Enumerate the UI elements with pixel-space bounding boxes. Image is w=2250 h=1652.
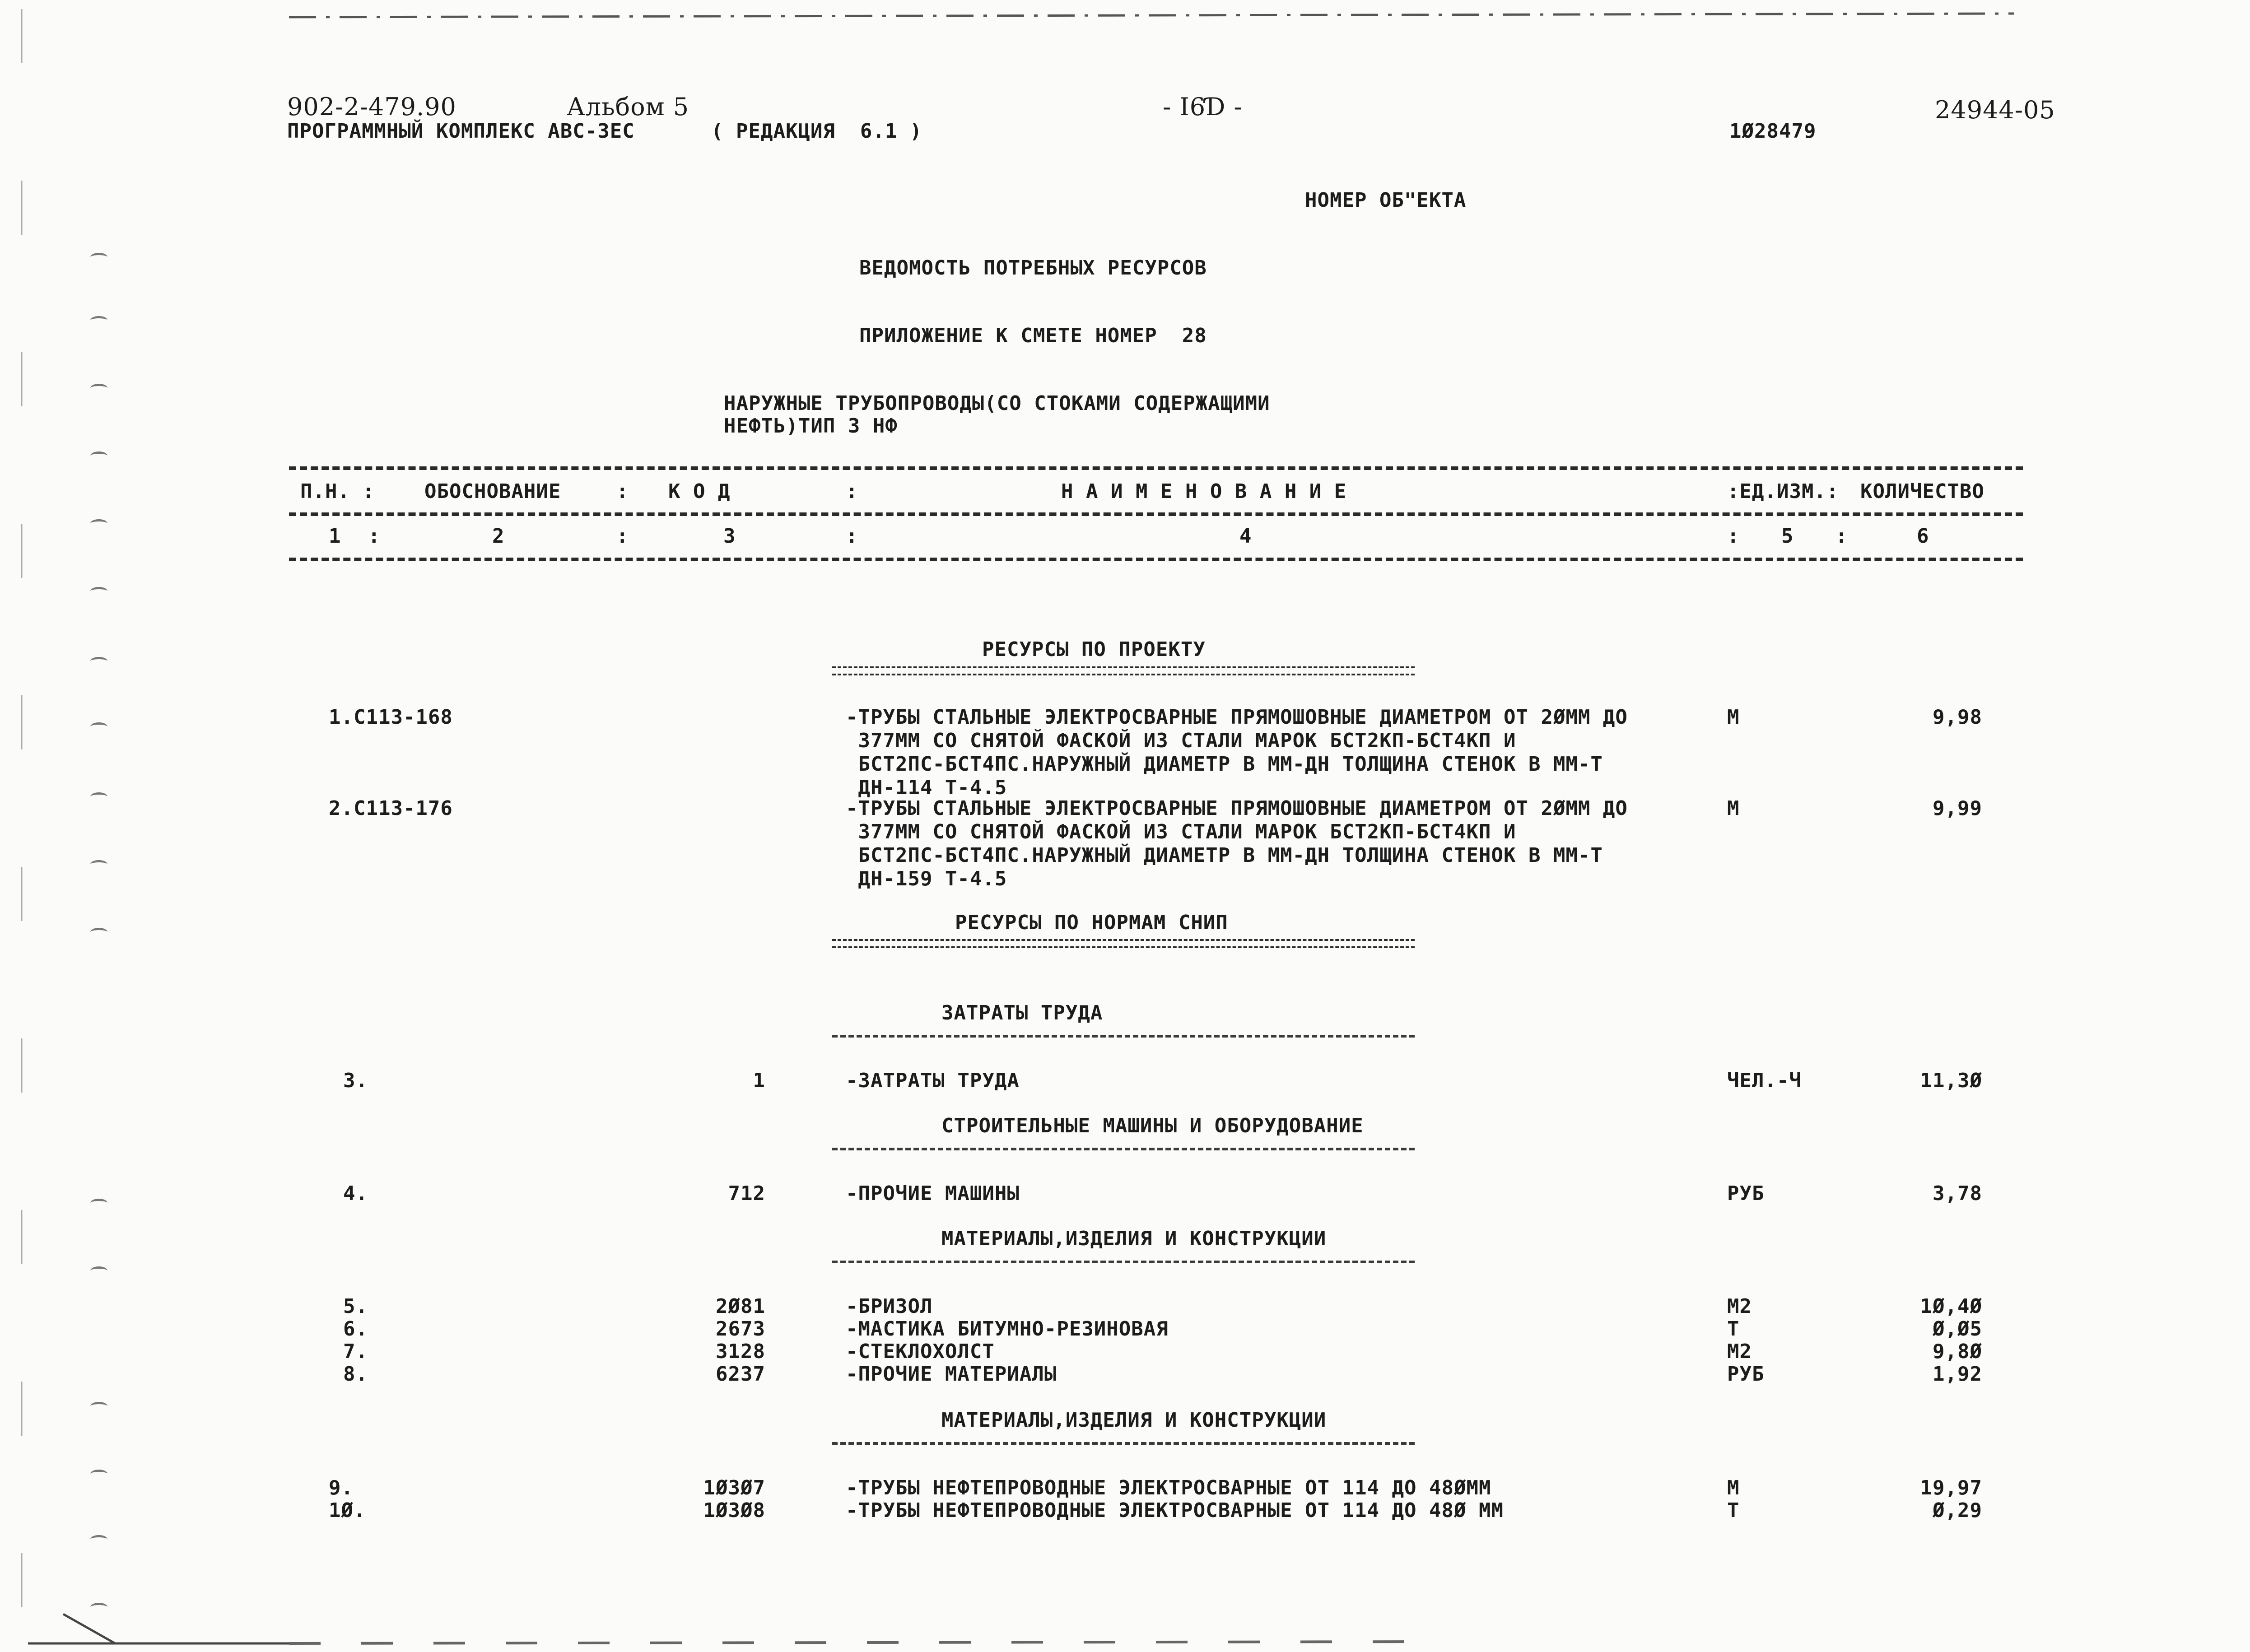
section-title-machines: СТРОИТЕЛЬНЫЕ МАШИНЫ И ОБОРУДОВАНИЕ bbox=[941, 1114, 1364, 1137]
row-description: -БРИЗОЛ bbox=[846, 1295, 933, 1318]
album-label: Альбом 5 bbox=[567, 93, 689, 121]
row-description: -МАСТИКА БИТУМНО-РЕЗИНОВАЯ bbox=[846, 1317, 1169, 1340]
margin-mark bbox=[90, 860, 107, 869]
subject-line-1: НАРУЖНЫЕ ТРУБОПРОВОДЫ(СО СТОКАМИ СОДЕРЖАЩИМИ bbox=[724, 392, 1270, 415]
section-underline bbox=[832, 1442, 1415, 1445]
row-unit: М2 bbox=[1727, 1295, 1752, 1318]
row-unit: РУБ bbox=[1727, 1363, 1765, 1386]
column-number: 3 bbox=[723, 525, 736, 548]
margin-mark bbox=[90, 792, 107, 801]
row-description-line: -ТРУБЫ СТАЛЬНЫЕ ЭЛЕКТРОСВАРНЫЕ ПРЯМОШОВНЫЕ ДИАМЕТРОМ ОТ 2ØММ ДО bbox=[846, 797, 1628, 820]
row-quantity: 1,92 bbox=[1933, 1363, 1982, 1386]
margin-mark bbox=[90, 1470, 107, 1478]
column-number: 4 bbox=[1239, 525, 1252, 548]
header-sep: : bbox=[846, 480, 858, 503]
row-code: 3128 bbox=[716, 1340, 765, 1363]
double-underline bbox=[832, 939, 1415, 948]
column-sep: : bbox=[1727, 525, 1740, 548]
row-code: 2673 bbox=[716, 1317, 765, 1340]
row-unit: Т bbox=[1727, 1317, 1740, 1340]
row-pn: 6. bbox=[343, 1317, 368, 1340]
margin-mark bbox=[90, 316, 107, 325]
header-quantity: КОЛИЧЕСТВО bbox=[1860, 480, 1984, 503]
header-sep: : bbox=[616, 480, 629, 503]
row-description-line: БСТ2ПС-БСТ4ПС.НАРУЖНЫЙ ДИАМЕТР В ММ-ДН ТОЛЩИНА СТЕНОК В ММ-Т bbox=[846, 753, 1603, 776]
doc-number: 902-2-479.90 bbox=[287, 93, 457, 121]
row-code: 2Ø81 bbox=[716, 1295, 765, 1318]
row-code: 1Ø3Ø8 bbox=[703, 1499, 765, 1522]
row-description-line: БСТ2ПС-БСТ4ПС.НАРУЖНЫЙ ДИАМЕТР В ММ-ДН ТОЛЩИНА СТЕНОК В ММ-Т bbox=[846, 844, 1603, 867]
row-pn: 3. bbox=[343, 1069, 368, 1092]
margin-mark bbox=[90, 587, 107, 596]
section-underline bbox=[832, 1261, 1415, 1263]
section-title-labor: ЗАТРАТЫ ТРУДА bbox=[941, 1001, 1103, 1024]
section-underline bbox=[832, 1148, 1415, 1150]
margin-mark bbox=[90, 253, 107, 261]
row-description: -ЗАТРАТЫ ТРУДА bbox=[846, 1069, 1020, 1092]
row-description: -ПРОЧИЕ МАТЕРИАЛЫ bbox=[846, 1363, 1057, 1386]
margin-mark bbox=[90, 1266, 107, 1275]
column-sep: : bbox=[1835, 525, 1848, 548]
row-pn: 8. bbox=[343, 1363, 368, 1386]
row-unit: М bbox=[1727, 797, 1740, 820]
header-pn: П.Н. : bbox=[300, 480, 375, 503]
column-sep: : bbox=[616, 525, 629, 548]
margin-mark bbox=[90, 657, 107, 665]
row-description bbox=[846, 706, 1628, 800]
row-pn: 5. bbox=[343, 1295, 368, 1318]
row-pn: 2.С113-176 bbox=[329, 797, 453, 820]
row-pn: 4. bbox=[343, 1182, 368, 1205]
row-description-line: -ТРУБЫ СТАЛЬНЫЕ ЭЛЕКТРОСВАРНЫЕ ПРЯМОШОВНЫЕ ДИАМЕТРОМ ОТ 2ØММ ДО bbox=[846, 706, 1628, 729]
table-rule-middle bbox=[289, 512, 2023, 516]
row-description-line: ДН-114 Т-4.5 bbox=[846, 776, 1007, 799]
column-number: 2 bbox=[492, 525, 505, 548]
margin-mark bbox=[90, 519, 107, 528]
program-name: ПРОГРАММНЫЙ КОМПЛЕКС АВС-3ЕС bbox=[287, 120, 635, 143]
row-quantity: 9,8Ø bbox=[1933, 1340, 1982, 1363]
margin-mark bbox=[90, 451, 107, 460]
subject-line-2: НЕФТЬ)ТИП 3 НФ bbox=[724, 414, 898, 437]
page-number: - I6Ɗ - bbox=[1163, 93, 1243, 121]
row-quantity: 11,3Ø bbox=[1920, 1069, 1982, 1092]
header-name: Н А И М Е Н О В А Н И Е bbox=[1061, 480, 1347, 503]
row-pn: 1Ø. bbox=[329, 1499, 366, 1522]
section-title-materials: МАТЕРИАЛЫ,ИЗДЕЛИЯ И КОНСТРУКЦИИ bbox=[941, 1227, 1327, 1250]
column-number: 5 bbox=[1781, 525, 1794, 548]
double-underline bbox=[832, 666, 1415, 675]
row-quantity: 3,78 bbox=[1933, 1182, 1982, 1205]
column-sep: : bbox=[368, 525, 381, 548]
row-description: -ТРУБЫ НЕФТЕПРОВОДНЫЕ ЭЛЕКТРОСВАРНЫЕ ОТ 114 ДО 48ØММ bbox=[846, 1476, 1491, 1499]
row-code: 712 bbox=[728, 1182, 765, 1205]
row-code: 1Ø3Ø7 bbox=[703, 1476, 765, 1499]
margin-mark bbox=[90, 1402, 107, 1410]
column-number: 1 bbox=[329, 525, 341, 548]
row-quantity: 19,97 bbox=[1920, 1476, 1982, 1499]
document-code: 1Ø28479 bbox=[1729, 120, 1817, 143]
row-unit: РУБ bbox=[1727, 1182, 1765, 1205]
row-quantity: Ø,Ø5 bbox=[1933, 1317, 1982, 1340]
row-unit: М bbox=[1727, 1476, 1740, 1499]
row-description: -ПРОЧИЕ МАШИНЫ bbox=[846, 1182, 1020, 1205]
row-description-line: 377ММ СО СНЯТОЙ ФАСКОЙ ИЗ СТАЛИ МАРОК БСТ2КП-БСТ4КП И bbox=[846, 820, 1516, 843]
margin-mark bbox=[90, 1535, 107, 1544]
section-title-norms: РЕСУРСЫ ПО НОРМАМ СНИП bbox=[955, 911, 1228, 934]
table-rule-bottom bbox=[289, 558, 2023, 561]
object-number-title: НОМЕР ОБ"ЕКТА bbox=[1305, 189, 1467, 212]
margin-mark bbox=[90, 1603, 107, 1611]
header-code: К О Д bbox=[668, 480, 731, 503]
section-underline bbox=[832, 1035, 1415, 1038]
margin-mark bbox=[90, 384, 107, 392]
statement-title: ВЕДОМОСТЬ ПОТРЕБНЫХ РЕСУРСОВ bbox=[859, 256, 1207, 279]
row-pn: 9. bbox=[329, 1476, 354, 1499]
column-sep: : bbox=[846, 525, 858, 548]
section-title-project: РЕСУРСЫ ПО ПРОЕКТУ bbox=[982, 638, 1206, 661]
row-quantity: 1Ø,4Ø bbox=[1920, 1295, 1982, 1318]
row-description bbox=[846, 797, 1628, 891]
table-rule-top bbox=[289, 466, 2023, 470]
appendix-title: ПРИЛОЖЕНИЕ К СМЕТЕ НОМЕР 28 bbox=[859, 324, 1207, 347]
row-description-line: ДН-159 Т-4.5 bbox=[846, 867, 1007, 890]
section-title-materials: МАТЕРИАЛЫ,ИЗДЕЛИЯ И КОНСТРУКЦИИ bbox=[941, 1409, 1327, 1432]
edition-label: ( РЕДАКЦИЯ 6.1 ) bbox=[711, 120, 922, 143]
header-unit: :ЕД.ИЗМ.: bbox=[1727, 480, 1839, 503]
row-pn: 1.С113-168 bbox=[329, 706, 453, 729]
row-unit: ЧЕЛ.-Ч bbox=[1727, 1069, 1802, 1092]
row-description: -ТРУБЫ НЕФТЕПРОВОДНЫЕ ЭЛЕКТРОСВАРНЫЕ ОТ 114 ДО 48Ø ММ bbox=[846, 1499, 1504, 1522]
row-code: 1 bbox=[753, 1069, 765, 1092]
archive-stamp: 24944-05 bbox=[1935, 96, 2055, 124]
row-quantity: Ø,29 bbox=[1933, 1499, 1982, 1522]
row-description-line: 377ММ СО СНЯТОЙ ФАСКОЙ ИЗ СТАЛИ МАРОК БСТ2КП-БСТ4КП И bbox=[846, 729, 1516, 752]
row-unit: Т bbox=[1727, 1499, 1740, 1522]
row-description: -СТЕКЛОХОЛСТ bbox=[846, 1340, 995, 1363]
header-basis: ОБОСНОВАНИЕ bbox=[424, 480, 561, 503]
row-code: 6237 bbox=[716, 1363, 765, 1386]
row-quantity: 9,99 bbox=[1933, 797, 1982, 820]
margin-mark bbox=[90, 722, 107, 731]
margin-mark bbox=[90, 1199, 107, 1207]
row-pn: 7. bbox=[343, 1340, 368, 1363]
row-quantity: 9,98 bbox=[1933, 706, 1982, 729]
row-unit: М bbox=[1727, 706, 1740, 729]
margin-mark bbox=[90, 928, 107, 936]
column-number: 6 bbox=[1917, 525, 1929, 548]
row-unit: М2 bbox=[1727, 1340, 1752, 1363]
